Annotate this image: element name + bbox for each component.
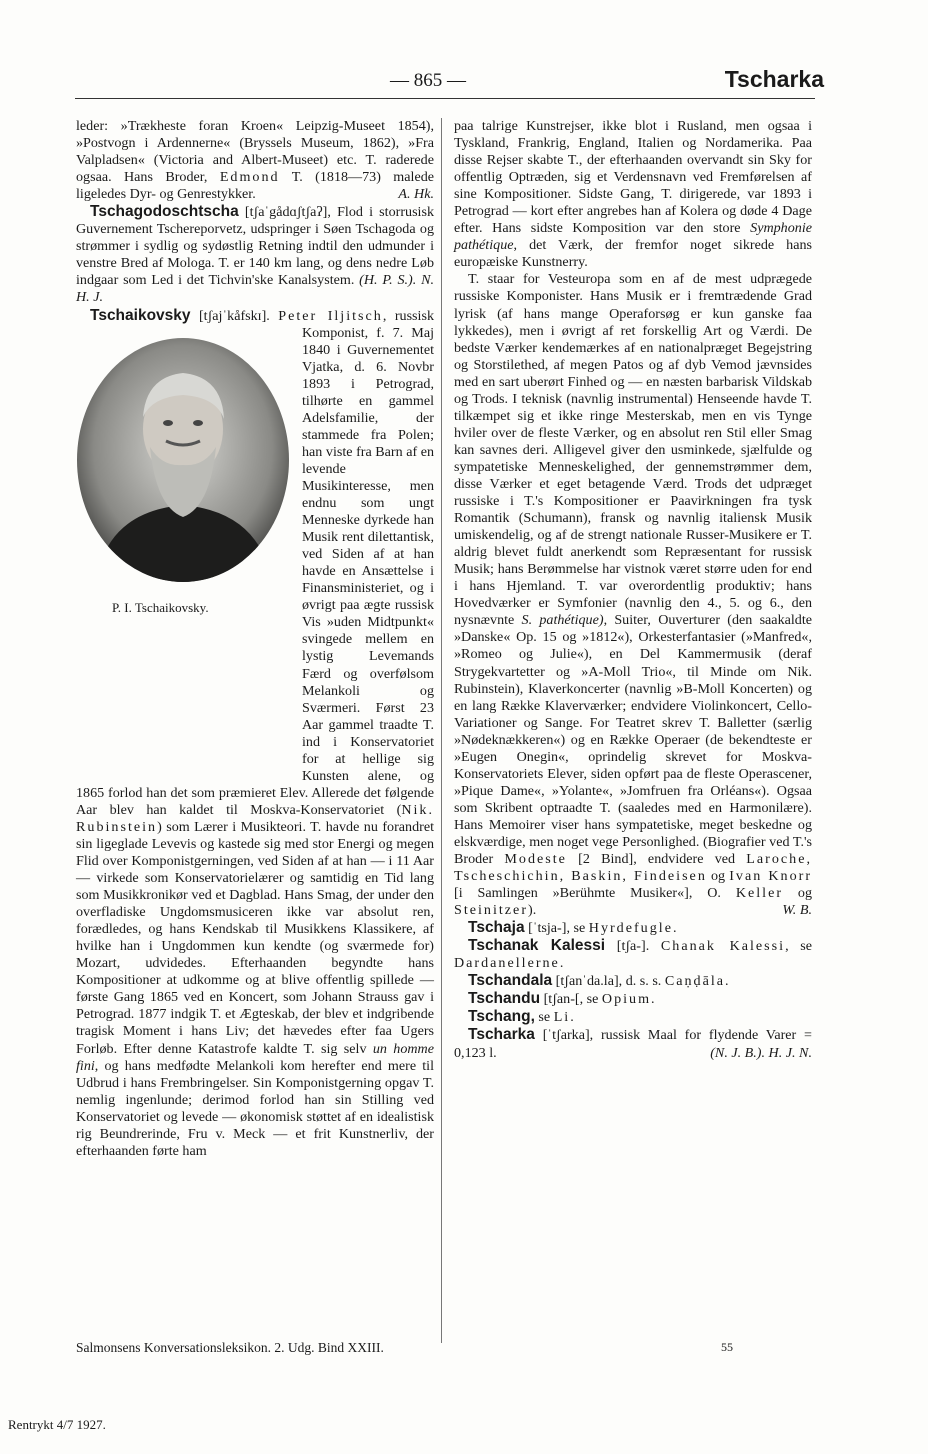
headword: Tschaikovsky [90, 306, 191, 324]
headword: Tschaja [468, 919, 525, 937]
paragraph: T. staar for Vesteuropa som en af de mest udprægede russiske Komponister. Hans Musik er i fremtrædende Grad lyrisk (af hans mange Operaforsøg er kun ganske faa lykkedes), men i øvrigt af ret forskellig Art og Værdi. De bedste Værker kendemærkes af en nationalpræget Begejstring og Storstilethed, af megen Patos og af dyb Vemod jævnsides med en sart uberørt Finhed og — en næsten barbarisk Vildskab og Trods. I teknisk (navnlig instrumental) Henseende havde T. tilkæmpet sig et ikke ringe Mesterskab, men en vis Tynge hviler over de fleste Værker, og en absolut ren Stil eller Smag kan savnes deri. Alligevel giver den usminkede, sjælfulde og sympatetiske Menneskelighed, der gennemstrømmer dem, disse Værker et eget betagende Værd. Trods det udpræget russiske i T.'s Kompositioner er Paavirkningen fra tysk Romantik (Schumann), fransk og navnlig italiensk Musik umiskendelig, og af de strengt nationale Russer-Musikere er T. aldrig blevet fuldt anerkendt som Repræsentant for russisk Musik; hans Berømmelse har vistnok været større uden for end i hans Hjemland. T. var overordentlig produktiv; hans Hovedværker er Symfonier (navnlig den 4., 5. og 6., den nysnævnte S. pathétique), Suiter, Ouverturer (den saakaldte »Danske« Op. 15 og »1812«), Orkesterfantasier (»Manfred«, »Romeo og Julie«), en Del Kammermusik (deraf Strygekvartetter og »A-Moll Trio«, til Minde om Nik. Rubinstein), Klaverkoncerter (navnlig »B-Moll Koncerten) og en lang Række Klaverværker; endvidere Violinkoncert, Cello-Variationer og Sange. For Teatret skrev T. Balletter (særlig »Nødeknækkeren«) og en Række Operaer (de bekendteste er »Eugen Onegin«, oprindelig skrevet for Moskva-Konservatoriets Elever, siden opført paa de fleste Operascener, »Pique Dame«, »Yolante«, »Jomfruen fra Orléans«). Ogsaa som Skribent optraadte T. (saaledes med en Harmonilære). Hans Memoirer viser hans sympatetiske, meget beskedne og elskværdige, men noget vege Personlighed. (Biografier ved T.'s Broder Modeste [2 Bind], endvidere ved Laroche, Tscheschichin, Baskin, Findeisen og Ivan Knorr [i Samlingen »Berühmte Musiker«], O. Keller og Steinitzer). W. B. [454, 271, 813, 919]
portrait-image [76, 337, 290, 583]
headword: Tschandu [468, 990, 541, 1008]
entry-tschagodoschtscha: Tschagodoschtscha [tʃaˈgådɑʃtʃaʔ], Flod i storrusisk Guvernement Tschereporvetz, udspringer i Søen Tschagoda og strømmer i sydlig og sydøstlig Retning indtil den udmunder i venstre Bred af Mologa. T. er 140 km lang, og dens nedre Løb indgaar som Led i det Tichvin'ske Kanalsystem. (H. P. S.). N. H. J. [76, 203, 435, 306]
entry-text: P. I. Tschaikovsky. , russisk Komponist, f. 7. Maj 1840 i Guvernementet Vjatka, d. 6. Novbr 1893 i Petrograd, tilhørte en gammel Adelsfamilie, der stammede fra Polen; han viste fra Barn af en levende Musikinteresse, men endnu som ungt Menneske dyrkede han Musik rent dilettantisk, ved Siden af at han havde en Ansættelse i Finansministeriet, og i øvrigt paa ægte russisk Vis »uden Midtpunkt« svingede mellem en lystig Levemands Færd og overfølsom Melankoli og Sværmeri. Først 23 Aar gammel traadte T. ind i Konservatoriet for at hellige sig Kunsten alene, og 1865 forlod han det som præmieret Elev. Allerede det følgende Aar blev han kaldet til Moskva-Konservatoriet (Nik. Rubinstein) som Lærer i Musikteori. T. havde nu forandret sin ligeglade Levevis og kastede sig med stor Energi og megen Flid over Komponistgerningen, ved Siden af at han — i 11 Aar — virkede som Konservatorielærer og samtidig en Tid lang som Musikkronikør ved et Dagblad. Hans Smag, der under den overfladiske Ungdomsmusiceren ikke var absolut ren, forædledes, og hans Kendskab til Musikkens Klassikere, af hvilke han i Ungdommen kun kendte (og sværmede for) Mozart, udvidedes. Efterhaanden begyndte hans Kompositioner at udkomme og at blive offentlig spillede — første Gang 1865 ved en Koncert, som Johann Strauss gav i Petrograd. 1877 indgik T. et Ægteskab, der blev et indgribende tragisk Moment i hans Liv; det hævedes efter faa Ugers Forløb. Efter denne Katastrofe kaldte T. sig selv un homme fini, og hans medfødte Melankoli kom herefter end mere til Udbrud i hans Frembringelser. Sin Komponistgerning opgav T. nemlig ingenlunde; derimod forlod han sin Stilling ved Konservatoriet og levede — økonomisk støttet af en idealistisk rig Beundrerinde, Fru v. Meck — et frit Kunstnerliv, der efterhaanden førte ham [76, 307, 434, 1159]
entry-tscharka: Tscharka [ˈtʃarka], russisk Maal for flydende Varer = 0,123 l. (N. J. B.). H. J. N. [454, 1026, 812, 1061]
column-divider [441, 118, 442, 1343]
entry-tschaja: Tschaja [ˈtsja-], se Hyrdefugle. [468, 919, 677, 937]
paragraph-continuation: leder: »Trækheste foran Kroen« Leipzig-Museet 1854), »Postvogn i Ardennerne« (Bryssels Museum, 1862), »Fra Valpladsen« (Victoria and Albert-Museet) etc. T. raderede ogsaa. Hans Broder, Edmond T. (1818—73) malede ligeledes Dyr- og Genrestykker. A. Hk. [76, 118, 434, 203]
entry-tschandala: Tschandala [tʃanˈda.la], d. s. s. Caṇḍāla. [468, 972, 729, 990]
right-column [454, 118, 812, 1062]
portrait-float [76, 327, 296, 767]
headword: Tschandala [468, 972, 553, 990]
entry-tschang: Tschang, se Li. [468, 1008, 574, 1026]
footer-sheet-number: 55 [721, 1340, 733, 1354]
entry-tschaikovsky: Tschaikovsky [tʃajˈkåfskɪ]. Peter Iljitsch P. I. Tschaikovsky. , russisk Komponist, f. 7. Maj 1840 i Guvernementet Vjatka, d. 6. Novbr 1893 i Petrograd, tilhørte en gammel Adelsfamilie, der stammede fra Polen; han viste fra Barn af en levende Musikinteresse, men endnu som ungt Menneske dyrkede han Musik rent dilettantisk, ved Siden af at han havde en Ansættelse i Finansministeriet, og i øvrigt paa ægte russisk Vis »uden Midtpunkt« svingede mellem en lystig Levemands Færd og overfølsom Melankoli og Sværmeri. Først 23 Aar gammel traadte T. ind i Konservatoriet for at hellige sig Kunsten alene, og 1865 forlod han det som præmieret Elev. Allerede det følgende Aar blev han kaldet til Moskva-Konservatoriet (Nik. Rubinstein) som Lærer i Musikteori. T. havde nu forandret sin ligeglade Levevis og kastede sig med stor Energi og megen Flid over Komponistgerningen, ved Siden af at han — i 11 Aar — virkede som Konservatorielærer og samtidig en Tid lang som Musikkronikør ved et Dagblad. Hans Smag, der under den overfladiske Ungdomsmusiceren ikke var absolut ren, forædledes, og hans Kendskab til Musikkens Klassikere, af hvilke han i Ungdommen kun kendte (og sværmede for) Mozart, udvidedes. Efterhaanden begyndte hans Kompositioner at udkomme og at blive offentlig spillede — første Gang 1865 ved en Koncert, som Johann Strauss gav i Petrograd. 1877 indgik T. et Ægteskab, der blev et indgribende tragisk Moment i hans Liv; det hævedes efter faa Ugers Forløb. Efter denne Katastrofe kaldte T. sig selv un homme fini, og hans medfødte Melankoli kom herefter end mere til Udbrud i hans Frembringelser. Sin Komponistgerning opgav T. nemlig ingenlunde; derimod forlod han sin Stilling ved Konservatoriet og levede — økonomisk støttet af en idealistisk rig Beundrerinde, Fru v. Meck — et frit Kunstnerliv, der efterhaanden førte ham [76, 306, 434, 1159]
reprint-note: Rentrykt 4/7 1927. [8, 1417, 106, 1432]
page-number: — 865 — [390, 70, 466, 91]
headword: Tscharka [468, 1026, 535, 1044]
headword: Tschanak Kalessi [468, 937, 606, 955]
paragraph-continuation: paa talrige Kunstrejser, ikke blot i Rusland, men ogsaa i Tyskland, Frankrig, England, Italien og Nordamerika. Paa disse Rejser skabte T., der efterhaanden overvandt sin Sky for offentlig Optræden, sig et Verdensnavn ved Fremførelsen af sine Kompositioner. Sidste Gang, T. dirigerede, var 1893 i Petrograd — kort efter angrebes han af Kolera og døde 4 Dage efter. Hans sidste Komposition var den store Symphonie pathétique, det Værk, der fremfor noget sikrede hans europæiske Kunstnerry. [454, 118, 812, 271]
running-head: Tscharka [724, 66, 824, 92]
footer-publication: Salmonsens Konversationsleksikon. 2. Udg. Bind XXIII. [76, 1340, 384, 1355]
header-rule [75, 98, 815, 99]
headword: Tschagodoschtscha [90, 203, 239, 221]
entry-tschandu: Tschandu [tʃan-[, se Opium. [468, 990, 655, 1008]
headword: Tschang, [468, 1008, 535, 1026]
left-column [76, 118, 434, 1160]
entry-tschanak-kalessi: Tschanak Kalessi [tʃa-]. Chanak Kalessi, se Dardanellerne. [454, 937, 812, 972]
portrait-caption: P. I. Tschaikovsky. [112, 599, 209, 615]
